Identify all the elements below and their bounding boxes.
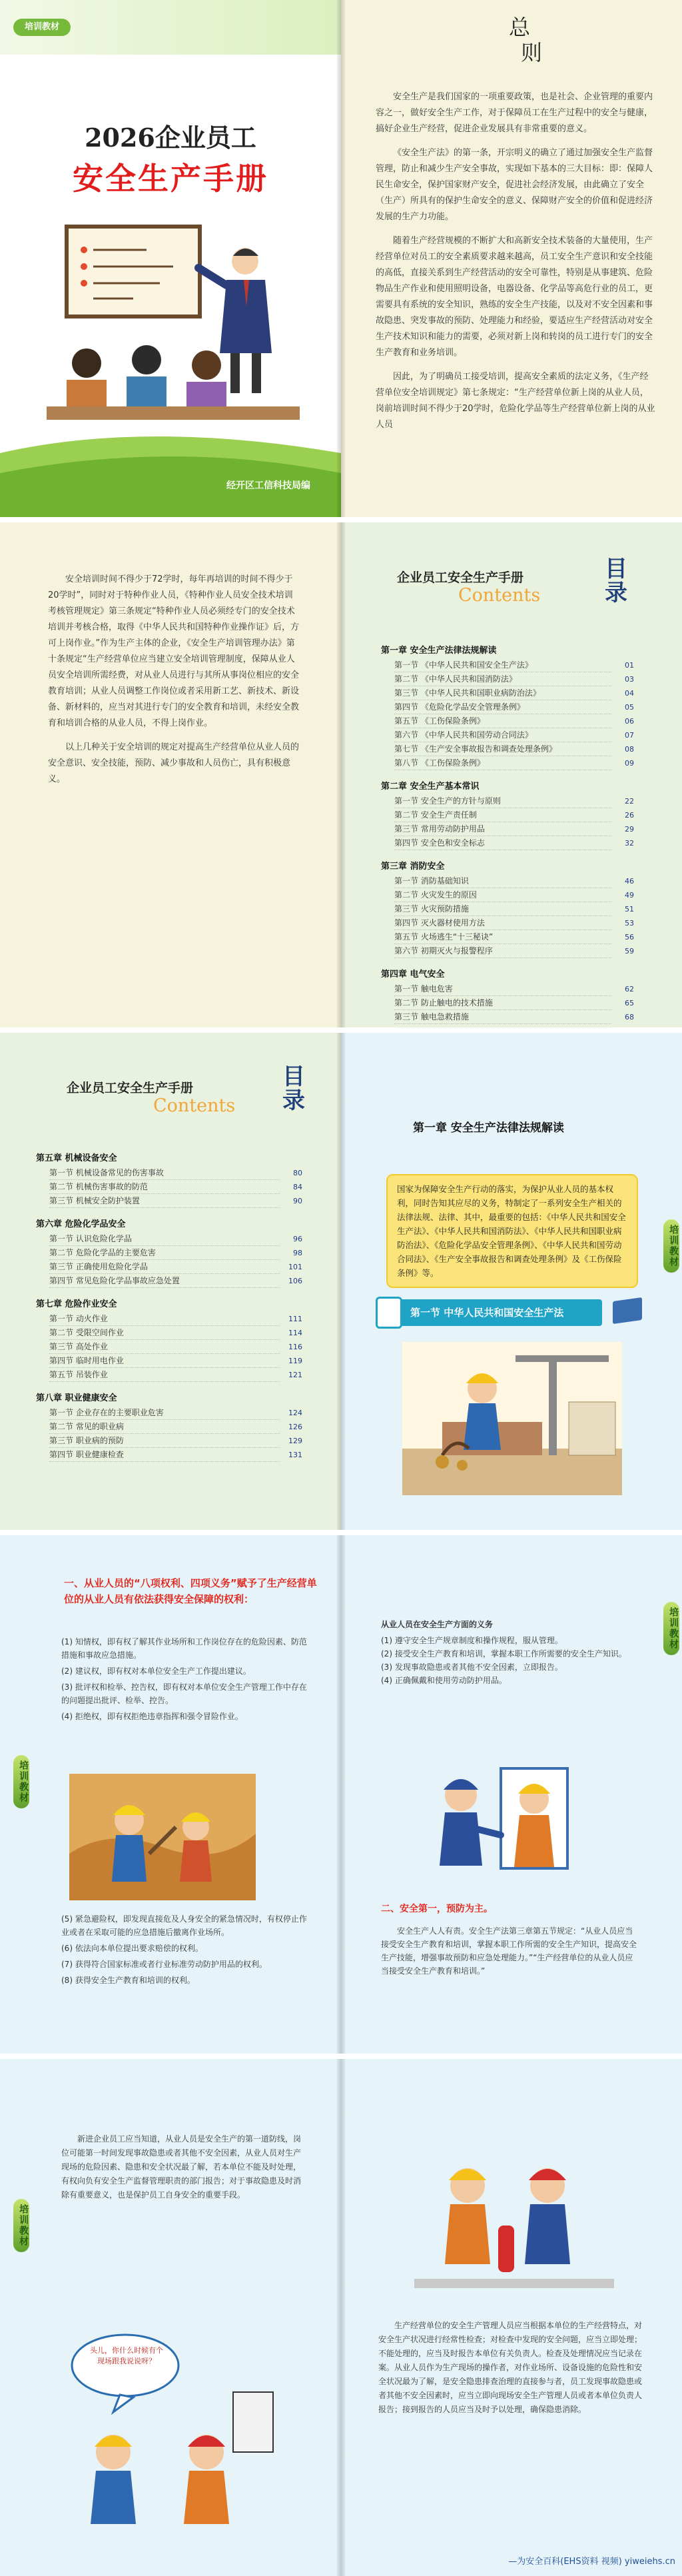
toc-heading-block <box>378 554 645 608</box>
side-tab: 培训教材 <box>13 1755 29 1808</box>
toc-entry-title: 第四节 临时用电作业 <box>49 1354 280 1368</box>
intro-paragraph: 因此，为了明确员工接受培训，提高安全素质的法定义务，《生产经营单位安全培训规定》第七条规定：“生产经营单位新上岗的从业人员，岗前培训时间不得少于20学时，危险化学品等生产经营单位新上岗的从业人员 <box>376 372 655 430</box>
toc-entry[interactable] <box>381 742 634 756</box>
toc-entry[interactable] <box>381 944 634 958</box>
toc-entry-page: 32 <box>625 839 634 848</box>
intro-continued-body <box>48 572 301 796</box>
obligation-item: (1) 遵守安全生产规章制度和操作规程，服从管理。 <box>381 1636 563 1645</box>
hazard-report-text: 新进企业员工应当知道，从业人员是安全生产的第一道防线，岗位可能第一时间发现事故隐患或者其他不安全因素，从业人员对生产现场的危险因素、隐患和安全状况最了解，若本单位不能及时处理，有权向负有安全生产监督管理职责的部门报告；对于事故隐患及时消除有重要意义，也是保护员工自身安全的重要手段。 <box>61 2134 302 2200</box>
toc-entry[interactable] <box>36 1246 302 1260</box>
toc-entry-page: 111 <box>288 1315 302 1323</box>
inspection-text: 生产经营单位的安全生产管理人员应当根据本单位的生产经营特点，对安全生产状况进行经常性检查；对检查中发现的安全问题，应当立即处理；不能处理的，应当及时报告本单位有关负责人。检查及处理情况应当记录在案。从业人员作为生产现场的操作者，对作业场所、设备设施的危险性和安全状况最为了解，是安全隐患排查治理的直接参与者，员工发现事故隐患或者其他不安全因素时，应当立即向现场安全生产管理人员或者本单位负责人报告；接到报告的人员应当及时予以处理，确保隐患消除。 <box>378 2321 643 2414</box>
toc-entry-page: 56 <box>625 933 634 942</box>
toc-entry[interactable] <box>36 1406 302 1420</box>
toc-big-title: 目录 <box>605 556 627 606</box>
toc-entry-title: 第三节 触电急救措施 <box>394 1010 611 1024</box>
toc-entry-title: 第二节 火灾发生的原因 <box>394 888 611 902</box>
toc-entry[interactable] <box>36 1354 302 1368</box>
toc-entry[interactable] <box>36 1368 302 1382</box>
toc-chapter[interactable]: 第五章 机械设备安全 <box>36 1153 117 1163</box>
toc-entry-page: 119 <box>288 1357 302 1365</box>
inspection-page <box>341 2059 682 2576</box>
toc-entry-title: 第五节 火场逃生“十三秘诀” <box>394 930 611 944</box>
toc-chapter[interactable]: 第七章 危险作业安全 <box>36 1299 117 1309</box>
side-tab: 培训教材 <box>13 2199 29 2252</box>
toc-entry-title: 第一节 机械设备常见的伤害事故 <box>49 1166 280 1180</box>
toc-entry[interactable] <box>381 996 634 1010</box>
obligations-block <box>381 1618 641 1687</box>
toc-entry-title: 第三节 正确使用危险化学品 <box>49 1260 280 1274</box>
right-item: (8) 获得安全生产教育和培训的权利。 <box>61 1976 195 1985</box>
toc-entry-page: 29 <box>625 825 634 834</box>
right-item: (2) 建议权，即有权对本单位安全生产工作提出建议。 <box>61 1666 251 1676</box>
right-item: (7) 获得符合国家标准或者行业标准劳动防护用品的权利。 <box>61 1960 267 1969</box>
section-banner: 第一节 中华人民共和国安全生产法 <box>382 1299 602 1326</box>
toc-entry-title: 第一节 安全生产的方针与原则 <box>394 794 611 808</box>
toc-entry-page: 59 <box>625 947 634 956</box>
toc-entry-title: 第四节 安全色和安全标志 <box>394 836 611 850</box>
spread-2 <box>0 522 682 1027</box>
section-banner-icon <box>376 1297 402 1329</box>
obligation-item: (3) 发现事故隐患或者其他不安全因素，立即报告。 <box>381 1662 563 1672</box>
cover-publisher: 经开区工信科技局编 <box>226 480 310 491</box>
intro-paragraph: 《安全生产法》的第一条，开宗明义的确立了通过加强安全生产监督管理，防止和减少生产安全事故，实现如下基本的三大目标：即：保障人民生命安全，保护国家财产安全，促进社会经济发展，由此确立了安全（生产）所具有的保护生命安全的意义、保障财产安全的价值和促进经济发展的生产力功能。 <box>376 148 653 222</box>
construction-worker-illustration <box>402 1342 622 1495</box>
toc-entry-title: 第二节 安全生产责任制 <box>394 808 611 822</box>
toc-entry[interactable] <box>381 888 634 902</box>
spread-4 <box>0 1535 682 2054</box>
toc-entry-title: 第二节 机械伤害事故的防范 <box>49 1180 280 1194</box>
intro-continued-page <box>0 522 341 1027</box>
toc-entry-page: 05 <box>625 703 634 712</box>
toc-entry-page: 98 <box>293 1249 302 1257</box>
toc-entry-page: 84 <box>293 1183 302 1191</box>
spine-shadow <box>337 1535 345 2054</box>
toc-entry-title: 第一节 触电危害 <box>394 982 611 996</box>
toc-entry-page: 106 <box>288 1277 302 1285</box>
side-tab: 培训教材 <box>663 1219 679 1273</box>
toc-entry-title: 第四节 《危险化学品安全管理条例》 <box>394 700 611 714</box>
rights-list-bottom <box>61 1912 314 1987</box>
toc-entry-title: 第三节 机械安全防护装置 <box>49 1194 280 1208</box>
toc-entry-page: 51 <box>625 905 634 914</box>
toc-entry[interactable] <box>36 1326 302 1340</box>
cover-badge: 培训教材 <box>13 19 71 36</box>
toc-entry-page: 90 <box>293 1197 302 1205</box>
toc-entry[interactable] <box>36 1166 302 1180</box>
toc-entry-title: 第五节 吊装作业 <box>49 1368 280 1382</box>
obligations-heading2: 二、安全第一，预防为主。 <box>381 1904 493 1914</box>
toc-entry-page: 26 <box>625 811 634 820</box>
toc-entry-page: 124 <box>288 1409 302 1417</box>
toc-entry[interactable] <box>381 836 634 850</box>
toc-entry-page: 121 <box>288 1371 302 1379</box>
toc-entry-page: 96 <box>293 1235 302 1243</box>
toc-chapter[interactable]: 第二章 安全生产基本常识 <box>381 782 480 792</box>
toc-contents: Contents <box>458 585 541 606</box>
toc-entry-page: 65 <box>625 999 634 1007</box>
spread-1 <box>0 0 682 517</box>
toc-entry[interactable] <box>381 658 634 672</box>
toc-entry-title: 第一节 消防基础知识 <box>394 874 611 888</box>
toc-entry[interactable] <box>381 714 634 728</box>
toc-entry-page: 03 <box>625 675 634 684</box>
toc-entry[interactable] <box>381 728 634 742</box>
toc-entry-page: 07 <box>625 731 634 740</box>
rights-page <box>0 1535 341 2054</box>
right-item: (3) 批评权和检举、控告权，即有权对本单位安全生产管理工作中存在的问题提出批评、检举、控告。 <box>61 1682 307 1705</box>
toc-entry-title: 第三节 火灾预防措施 <box>394 902 611 916</box>
toc-entry-title: 第四节 职业健康检查 <box>49 1448 280 1462</box>
toc-entry[interactable] <box>381 916 634 930</box>
toc-entry-title: 第一节 动火作业 <box>49 1312 280 1326</box>
toc-entry-title: 第二节 防止触电的技术措施 <box>394 996 611 1010</box>
intro-title-char2: 则 <box>521 40 543 65</box>
toc-entry-title: 第二节 《中华人民共和国消防法》 <box>394 672 611 686</box>
toc-entry[interactable] <box>36 1232 302 1246</box>
toc-entry[interactable] <box>381 1010 634 1024</box>
obligations-page <box>341 1535 682 2054</box>
toc-entry[interactable] <box>381 794 634 808</box>
spread-5 <box>0 2059 682 2576</box>
toc-entry[interactable] <box>381 822 634 836</box>
intro-paragraph: 随着生产经营规模的不断扩大和高新安全技术装备的大量使用，生产经营单位对员工的安全素质要求越来越高，员工安全生产意识和安全技能的高低，直接关系到生产经营活动的安全可靠性，特别是从事建筑、危险物品生产作业和使用照明设备，电器设备、化学品等高危行业的员工，更需要具有系统的安全知识，熟练的安全生产技能，以及对不安全因素和事故隐患、突发事故的预防、处理能力和经验，要适应生产经营活动对安全生产技术知识和能力的需要，必须对新上岗和转岗的员工进行专门的安全生产教育和业务培训。 <box>376 236 653 358</box>
right-item: (1) 知情权，即有权了解其作业场所和工作岗位存在的危险因素、防范措施和事故应急措施。 <box>61 1637 307 1660</box>
toc-entry[interactable] <box>381 808 634 822</box>
cover-title-line2: 安全生产手册 <box>73 161 268 197</box>
toc-entry-page: 46 <box>625 877 634 886</box>
intro-paragraph: 安全培训时间不得少于72学时，每年再培训的时间不得少于20学时”，同时对于特种作业人员，《特种作业人员安全技术培训考核管理规定》第三条规定“特种作业人员必须经专门的安全技术培训并考核合格，取得《中华人民共和国特种作业操作证》后，方可上岗作业。”作为生产主体的企业，《安全生产培训管理办法》第十条规定“生产经营单位应当建立安全培训管理制度，保障从业人员安全培训所需经费，对从业人员进行与其所从事岗位相应的安全教育培训；从业人员调整工作岗位或者采用新工艺、新技术、新设备、新材料的，应当对其进行专门的安全教育和培训，未经安全教育和培训合格的从业人员，不得上岗作业。 <box>48 574 300 728</box>
toc-entry-title: 第二节 受限空间作业 <box>49 1326 280 1340</box>
miners-illustration <box>69 1774 256 1900</box>
toc-entry[interactable] <box>36 1194 302 1208</box>
book-icon <box>613 1297 642 1324</box>
toc-entry-title: 第三节 职业病的预防 <box>49 1434 280 1448</box>
classroom-illustration <box>47 213 300 420</box>
chapter1-page <box>341 1033 682 1530</box>
toc-entry[interactable] <box>381 902 634 916</box>
obligations-title: 从业人员在安全生产方面的义务 <box>381 1620 494 1629</box>
cover-title-line1: 2026企业员工 <box>85 123 256 153</box>
toc-page-2 <box>0 1033 341 1530</box>
chapter1-intro-box: 国家为保障安全生产行动的落实，为保护从业人员的基本权利，同时告知其应尽的义务，特制定了一系列安全生产相关的法律法规、法律、其中，最重要的包括：《中华人民共和国安全生产法》、《中华人民共和国消防法》、《中华人民共和国职业病防治法》、《危险化学品安全管理条例》、《中华人民共和国劳动合同法》、《生产安全事故报告和调查处理条例》及《工伤保险条例》等。 <box>386 1174 638 1288</box>
toc-entry-title: 第二节 危险化学品的主要危害 <box>49 1246 280 1260</box>
right-item: (4) 拒绝权，即有权拒绝违章指挥和强令冒险作业。 <box>61 1712 243 1721</box>
hazard-report-page <box>0 2059 341 2576</box>
toc-entry-title: 第一节 认识危险化学品 <box>49 1232 280 1246</box>
toc-entry-page: 131 <box>288 1451 302 1459</box>
toc-entry-title: 第三节 常用劳动防护用品 <box>394 822 611 836</box>
toc-entry-page: 22 <box>625 797 634 806</box>
toc-list <box>381 634 634 1024</box>
toc-chapter[interactable]: 第八章 职业健康安全 <box>36 1393 117 1403</box>
chapter1-title: 第一章 安全生产法律法规解读 <box>413 1121 564 1135</box>
right-item: (6) 依法向本单位提出要求赔偿的权利。 <box>61 1944 203 1953</box>
spine-shadow <box>337 1033 345 1530</box>
rights-list <box>61 1635 314 1723</box>
toc-entry[interactable] <box>381 982 634 996</box>
toc-entry-title: 第五节 《工伤保险条例》 <box>394 714 611 728</box>
toc-entry-title: 第七节 《生产安全事故报告和调查处理条例》 <box>394 742 611 756</box>
toc-entry-title: 第四节 灭火器材使用方法 <box>394 916 611 930</box>
toc-entry[interactable] <box>36 1340 302 1354</box>
page-separator <box>0 1027 682 1033</box>
toc-entry-page: 129 <box>288 1437 302 1445</box>
safety-workers-illustration <box>414 2146 614 2299</box>
toc-entry[interactable] <box>36 1448 302 1462</box>
spread-3 <box>0 1033 682 1530</box>
intro-body <box>376 89 655 441</box>
toc-entry-page: 62 <box>625 985 634 993</box>
obligations-paragraph: 安全生产人人有责。安全生产法第三章第五节规定：“从业人员应当接受安全生产教育和培训，掌握本职工作所需的安全生产知识，提高安全生产技能，增强事故预防和应急处理能力。”“生产经营单位的从业人员应当接受安全生产教育和培训。” <box>381 1926 637 1976</box>
toc-entry[interactable] <box>381 874 634 888</box>
toc-entry[interactable] <box>381 672 634 686</box>
toc-heading-block <box>40 1065 320 1118</box>
toc-entry[interactable] <box>381 930 634 944</box>
toc-entry[interactable] <box>381 700 634 714</box>
intro-paragraph: 安全生产是我们国家的一项重要政策，也是社会、企业管理的重要内容之一，做好安全生产工作，对于保障员工在生产过程中的安全与健康，搞好企业生产经营，促进企业发展具有非常重要的意义。 <box>376 92 653 134</box>
toc-entry-page: 114 <box>288 1329 302 1337</box>
toc-entry-page: 126 <box>288 1423 302 1431</box>
workers-illustration <box>401 1755 587 1888</box>
cover-page <box>0 0 341 517</box>
toc-entry-title: 第一节 《中华人民共和国安全生产法》 <box>394 658 611 672</box>
toc-entry-page: 68 <box>625 1013 634 1021</box>
spine-shadow <box>337 522 345 1027</box>
toc-entry-page: 49 <box>625 891 634 900</box>
toc-entry-title: 第六节 《中华人民共和国劳动合同法》 <box>394 728 611 742</box>
toc-entry[interactable] <box>381 686 634 700</box>
toc-entry[interactable] <box>381 756 634 770</box>
cover-hill <box>0 426 341 517</box>
toc-entry[interactable] <box>36 1420 302 1434</box>
toc-entry-page: 08 <box>625 745 634 754</box>
spine-shadow <box>337 0 345 517</box>
toc-chapter[interactable]: 第六章 危险化学品安全 <box>36 1219 126 1229</box>
toc-heading: 企业员工安全生产手册 <box>397 570 524 585</box>
toc-entry-page: 01 <box>625 661 634 670</box>
toc-entry[interactable] <box>36 1274 302 1288</box>
rights-heading: 一、从业人员的“八项权利、四项义务”赋予了生产经营单位的从业人员有依法获得安全保障的权利： <box>64 1577 317 1605</box>
toc-list <box>36 1142 302 1462</box>
toc-entry-page: 101 <box>288 1263 302 1271</box>
toc-entry[interactable] <box>36 1260 302 1274</box>
toc-chapter[interactable]: 第四章 电气安全 <box>381 969 445 979</box>
intro-title-char1: 总 <box>509 15 531 40</box>
toc-entry-title: 第二节 常见的职业病 <box>49 1420 280 1434</box>
intro-page <box>341 0 682 517</box>
footer-watermark: —为安全百科(EHS资料 视频) yiweiehs.cn <box>508 2557 675 2567</box>
toc-entry-title: 第一节 企业存在的主要职业危害 <box>49 1406 280 1420</box>
toc-entry-page: 04 <box>625 689 634 698</box>
toc-entry[interactable] <box>36 1434 302 1448</box>
toc-big-title: 目录 <box>282 1063 305 1114</box>
toc-entry-page: 06 <box>625 717 634 726</box>
toc-entry-page: 80 <box>293 1169 302 1177</box>
toc-entry-title: 第八节 《工伤保险条例》 <box>394 756 611 770</box>
toc-entry-page: 116 <box>288 1343 302 1351</box>
toc-entry[interactable] <box>36 1312 302 1326</box>
intro-title <box>494 15 542 65</box>
speech-bubble-text: 头儿，你什么时候有个现场跟我说说呀？ <box>90 2346 163 2365</box>
page-separator <box>0 1530 682 1535</box>
toc-chapter[interactable]: 第一章 安全生产法律法规解读 <box>381 646 497 656</box>
toc-entry-page: 53 <box>625 919 634 928</box>
toc-entry-title: 第四节 常见危险化学品事故应急处置 <box>49 1274 280 1288</box>
toc-entry-title: 第六节 初期灭火与报警程序 <box>394 944 611 958</box>
spine-shadow <box>337 2059 345 2576</box>
toc-entry-title: 第三节 高处作业 <box>49 1340 280 1354</box>
toc-contents: Contents <box>153 1095 236 1116</box>
page-separator <box>0 517 682 522</box>
intro-paragraph: 以上几种关于安全培训的规定对提高生产经营单位从业人员的安全意识、安全技能，预防、减少事故和人员伤亡，具有积极意义。 <box>48 742 300 784</box>
toc-entry-page: 09 <box>625 759 634 768</box>
toc-heading: 企业员工安全生产手册 <box>67 1081 194 1095</box>
toc-chapter[interactable]: 第三章 消防安全 <box>381 862 445 872</box>
toc-page-1 <box>341 522 682 1027</box>
toc-entry-title: 第三节 《中华人民共和国职业病防治法》 <box>394 686 611 700</box>
page-separator <box>0 2054 682 2059</box>
toc-entry[interactable] <box>36 1180 302 1194</box>
obligation-item: (4) 正确佩戴和使用劳动防护用品。 <box>381 1676 507 1685</box>
side-tab: 培训教材 <box>663 1602 679 1655</box>
obligation-item: (2) 接受安全生产教育和培训，掌握本职工作所需要的安全生产知识。 <box>381 1649 627 1658</box>
right-item: (5) 紧急避险权，即发现直接危及人身安全的紧急情况时，有权停止作业或者在采取可能的应急措施后撤离作业场所。 <box>61 1914 307 1937</box>
